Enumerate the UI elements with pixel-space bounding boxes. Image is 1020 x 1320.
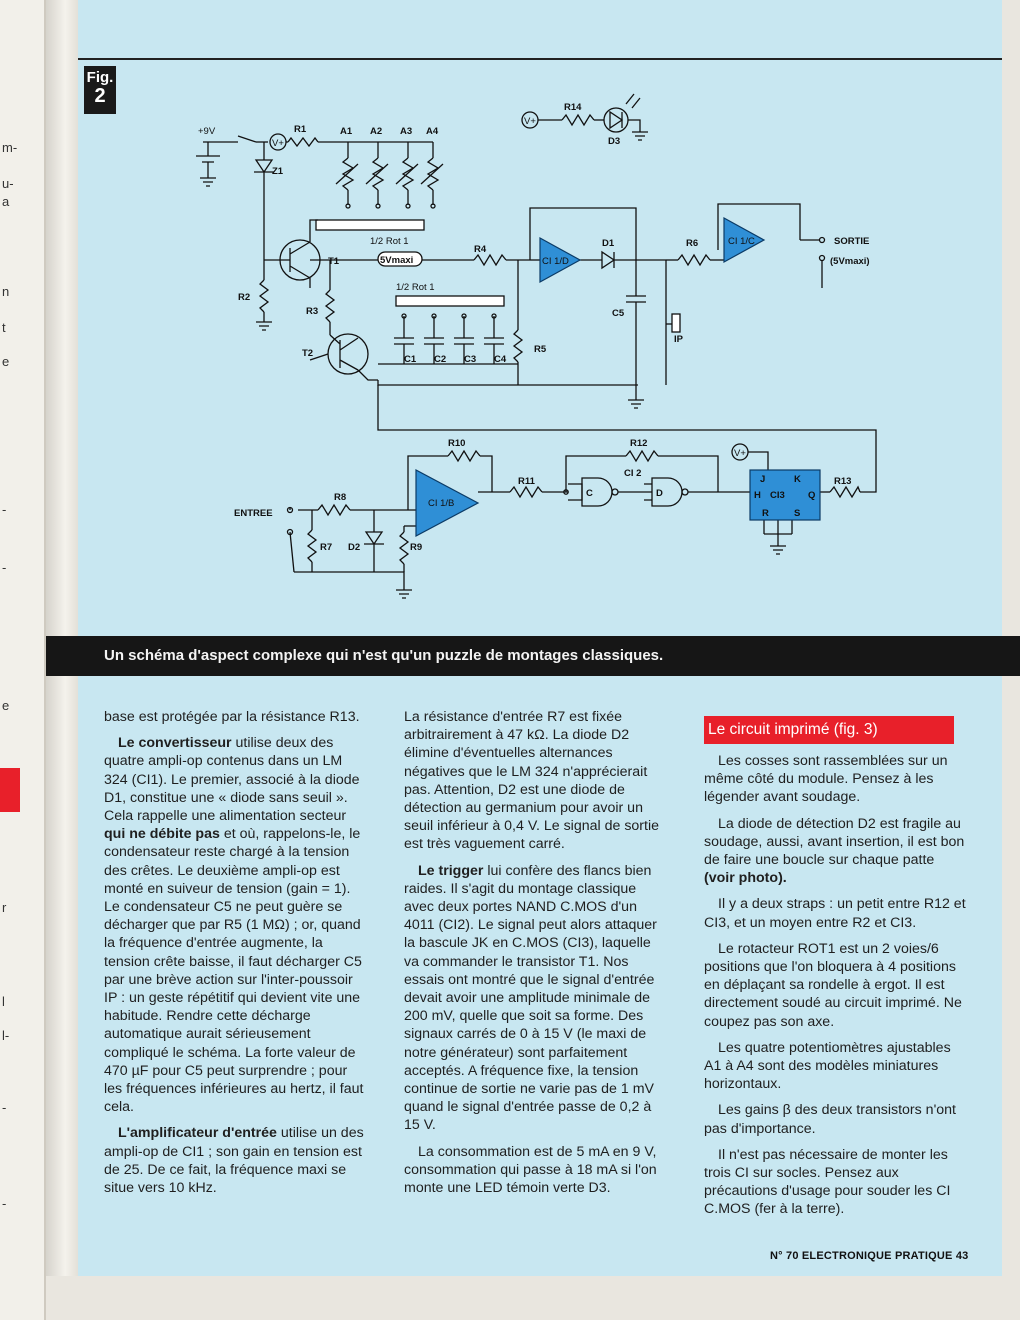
previous-page-edge [0, 0, 46, 1320]
label-r3: R3 [306, 306, 319, 317]
label-sortie: SORTIE [834, 236, 870, 247]
label-ci1d: CI 1/D [542, 256, 569, 267]
label-d3: D3 [608, 136, 621, 147]
paragraph [104, 734, 366, 1116]
paragraph-text: utilise un des ampli-op de CI1 ; son gain en tension est de 25. De ce fait, la fréquence maxi se situe vers 10 kHz. [104, 1125, 364, 1197]
page-bottom-strip [46, 1276, 1020, 1320]
label-ci3: CI3 [770, 490, 785, 501]
prev-fragment: l [2, 994, 5, 1009]
label-r1: R1 [294, 124, 307, 135]
prev-fragment: r [2, 900, 7, 915]
page-footer: N° 70 ELECTRONIQUE PRATIQUE 43 [770, 1250, 969, 1262]
paragraph [704, 1101, 966, 1137]
paragraph-text: La diode de détection D2 est fragile au soudage, aussi, avant insertion, il est bon de faire une boucle sur chaque patte [704, 815, 965, 869]
label-vplus: V+ [272, 138, 284, 149]
label-r6: R6 [686, 238, 699, 249]
circuit-schematic [78, 60, 978, 620]
label-ci1b: CI 1/B [428, 498, 455, 509]
prev-fragment: t [2, 320, 6, 335]
label-gate-d: D [656, 488, 663, 499]
label-t2: T2 [302, 348, 314, 359]
prev-fragment: n [2, 284, 10, 299]
label-ip: IP [674, 334, 683, 345]
label-rot1-bottom: 1/2 Rot 1 [396, 282, 435, 293]
label-c1: C1 [404, 354, 417, 365]
label-a3: A3 [400, 126, 413, 137]
label-r2: R2 [238, 292, 251, 303]
label-a1: A1 [340, 126, 353, 137]
label-c4: C4 [494, 354, 507, 365]
label-ci2: CI 2 [624, 468, 642, 479]
label-entree: ENTREE [234, 508, 273, 519]
label-jk-h: H [754, 490, 761, 501]
text-column-1 [104, 708, 366, 1205]
label-jk-k: K [794, 474, 801, 485]
label-r14: R14 [564, 102, 582, 113]
paragraph-text: Les cosses sont rassemblées sur un même côté du module. Pensez à les légender avant soudage. [704, 753, 948, 806]
label-d1: D1 [602, 238, 615, 249]
label-vplus-jk: V+ [734, 448, 746, 459]
paragraph-bold: (voir photo). [704, 870, 787, 887]
section-heading: Le circuit imprimé (fig. 3) [704, 716, 954, 744]
paragraph-lead: Le convertisseur [118, 735, 232, 752]
paragraph-text: Le rotacteur ROT1 est un 2 voies/6 positions que l'on bloquera à 4 positions en déplaçant sa rondelle à ergot. Il est directement soudé au circuit imprimé. Ne coupez pas son axe. [704, 940, 962, 1030]
paragraph [704, 815, 966, 888]
label-c2: C2 [434, 354, 447, 365]
paragraph [704, 940, 966, 1031]
paragraph [404, 1143, 666, 1198]
label-r8: R8 [334, 492, 347, 503]
prev-fragment: a [2, 194, 10, 209]
prev-fragment: - [2, 1196, 7, 1211]
label-r10: R10 [448, 438, 466, 449]
prev-fragment: m- [2, 140, 18, 155]
paragraph-text: base est protégée par la résistance R13. [104, 709, 360, 725]
paragraph-text: Les quatre potentiomètres ajustables A1 à A4 sont des modèles miniatures horizontaux. [704, 1039, 951, 1093]
paragraph-bold: qui ne débite pas [104, 826, 220, 843]
label-plus9v: +9V [198, 126, 216, 137]
figure-label-number: 2 [94, 85, 106, 107]
prev-fragment: e [2, 698, 10, 713]
paragraph [104, 1124, 366, 1197]
paragraph [404, 862, 666, 1135]
label-c3: C3 [464, 354, 477, 365]
paragraph [704, 1146, 966, 1219]
paragraph-lead: Le trigger [418, 862, 484, 879]
paragraph-text: lui confère des flancs bien raides. Il s'agit du montage classique avec deux portes NAND C.MOS d'un 4011 (CI2). Le signal peut alors attaquer la bascule JK en C.MOS (CI3), laquelle va commander le transistor T1. Nos essais ont montré que le signal d'entrée devait avoir une amplitude minimale de 200 mV, quelle que soit sa forme. Des signaux carrés de 0 à 15 V (le maxi de notre générateur) sont parfaitement acceptés. A fréquence fixe, la tension continue de sortie ne varie pas de 1 mV quand le signal d'entrée passe de 0,2 à 15 V. [404, 862, 657, 1134]
prev-fragment: e [2, 354, 10, 369]
label-jk-j: J [760, 474, 766, 485]
label-r4: R4 [474, 244, 487, 255]
label-ci1c: CI 1/C [728, 236, 755, 247]
paragraph [704, 752, 966, 807]
figure-caption: Un schéma d'aspect complexe qui n'est qu'un puzzle de montages classiques. [46, 636, 1020, 676]
label-jk-s: S [794, 508, 801, 519]
paragraph-text: utilise deux des quatre ampli-op contenus dans un LM 324 (CI1). Le premier, associé à la diode D1, constitue une « diode sans seuil ». Cela rappelle une alimentation secteur [104, 735, 360, 825]
paragraph-text: et où, rappelons-le, le condensateur reste chargé à la tension des crêtes. Le deuxième ampli-op est monté en suiveur de tension (gain = 1). Le condensateur C5 ne peut guère se décharger que par R5 (1 MΩ) ; or, quand la fréquence d'entrée augmente, la tension crête baisse, il faut décharger C5 par une brève action sur l'inter-poussoir IP : un geste répétitif qui devient vite une habitude. Rendre cette décharge automatique aurait sérieusement compliqué le schéma. La forte valeur de 470 µF pour C5 peut surprendre ; pour les fréquences inférieures au hertz, il faut cela. [104, 826, 364, 1116]
prev-fragment: l- [2, 1028, 10, 1043]
prev-fragment: - [2, 1100, 7, 1115]
label-r13: R13 [834, 476, 852, 487]
label-a4: A4 [426, 126, 439, 137]
paragraph [404, 708, 666, 854]
label-d2: D2 [348, 542, 361, 553]
prev-fragment: - [2, 560, 7, 575]
paragraph-text: Il n'est pas nécessaire de monter les trois CI sur socles. Pensez aux précautions d'usage pour souder les CI C.MOS (fer à la terre). [704, 1146, 951, 1218]
paragraph [104, 708, 366, 726]
label-sortie-note: (5Vmaxi) [830, 256, 870, 267]
paragraph-lead: L'amplificateur d'entrée [118, 1125, 277, 1142]
label-r12: R12 [630, 438, 648, 449]
label-vplus-r14: V+ [524, 116, 536, 127]
label-jk-q: Q [808, 490, 816, 501]
paragraph-text: Les gains β des deux transistors n'ont pas d'importance. [704, 1102, 957, 1137]
paragraph [704, 1039, 966, 1094]
paragraph-text: La résistance d'entrée R7 est fixée arbitrairement à 47 kΩ. La diode D2 élimine d'éventuelles alternances négatives que le LM 324 n'apprécierait pas. Attention, D2 est une diode de détection au germanium pour avoir un seuil inférieur à 0,4 V. Le signal de sortie est très vaguement carré. [404, 709, 660, 853]
label-c5: C5 [612, 308, 625, 319]
label-r7: R7 [320, 542, 333, 553]
red-section-tab [0, 768, 20, 812]
label-jk-r: R [762, 508, 769, 519]
paragraph-text: Il y a deux straps : un petit entre R12 et CI3, et un moyen entre R2 et CI3. [704, 896, 966, 931]
label-a2: A2 [370, 126, 383, 137]
figure-label-word: Fig. [86, 69, 114, 86]
label-r11: R11 [518, 476, 535, 487]
paragraph-text: La consommation est de 5 mA en 9 V, consommation qui passe à 18 mA si l'on monte une LED témoin verte D3. [404, 1143, 657, 1197]
text-column-3 [704, 752, 966, 1227]
text-column-2 [404, 708, 666, 1205]
label-5vmaxi: 5Vmaxi [380, 255, 414, 266]
label-t1: T1 [328, 256, 340, 267]
label-r5: R5 [534, 344, 547, 355]
prev-fragment: - [2, 502, 7, 517]
paragraph [704, 895, 966, 931]
label-gate-c: C [586, 488, 593, 499]
label-r9: R9 [410, 542, 423, 553]
prev-fragment: u- [2, 176, 14, 191]
label-rot1-top: 1/2 Rot 1 [370, 236, 409, 247]
label-z1: Z1 [272, 166, 284, 177]
